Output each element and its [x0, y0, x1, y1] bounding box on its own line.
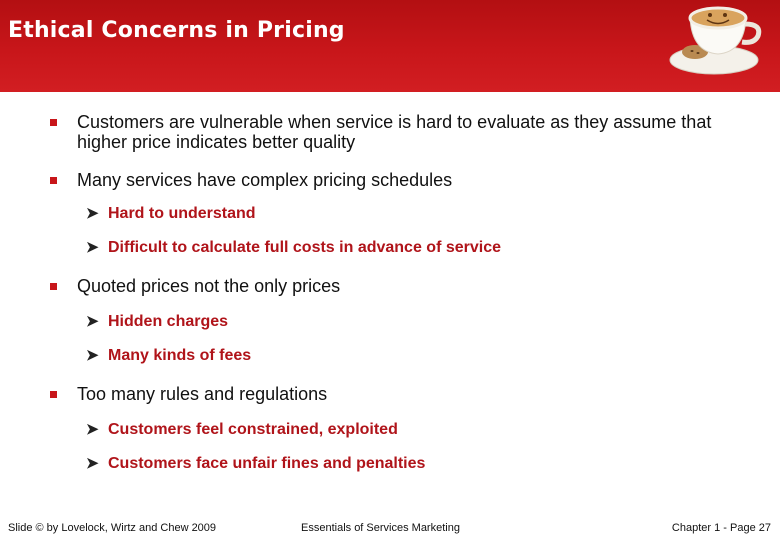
bullet-text: Quoted prices not the only prices — [77, 276, 341, 296]
bullet-item — [50, 276, 740, 296]
arrow-bullet-icon: ➤ — [86, 313, 99, 330]
bullet-item — [50, 170, 740, 190]
sub-bullet-item — [86, 347, 746, 365]
square-bullet-icon — [50, 177, 57, 184]
sub-bullet-item — [86, 421, 746, 439]
sub-bullet-text: Customers feel constrained, exploited — [108, 421, 398, 438]
sub-bullet-text: Hard to understand — [108, 205, 256, 222]
arrow-bullet-icon: ➤ — [86, 347, 99, 364]
arrow-bullet-icon: ➤ — [86, 205, 99, 222]
sub-bullet-text: Hidden charges — [108, 313, 229, 330]
arrow-bullet-icon: ➤ — [86, 239, 99, 256]
sub-bullet-text: Difficult to calculate full costs in advance of service — [108, 239, 502, 256]
footer-page-number: Chapter 1 - Page 27 — [671, 522, 771, 534]
sub-bullet-text: Customers face unfair fines and penalties — [108, 455, 426, 472]
bullet-text: Too many rules and regulations — [77, 384, 328, 404]
sub-bullet-text: Many kinds of fees — [108, 347, 252, 364]
sub-bullet-item — [86, 313, 746, 331]
square-bullet-icon — [50, 283, 57, 290]
square-bullet-icon — [50, 391, 57, 398]
sub-bullet-item — [86, 455, 746, 473]
bullet-item — [50, 384, 740, 404]
arrow-bullet-icon: ➤ — [86, 455, 99, 472]
square-bullet-icon — [50, 119, 57, 126]
footer-copyright: Slide © by Lovelock, Wirtz and Chew 2009 — [8, 522, 217, 534]
sub-bullet-item — [86, 205, 746, 223]
bullet-text: Customers are vulnerable when service is hard to evaluate as they assume that higher price indicates better quality — [77, 112, 712, 152]
sub-bullet-item — [86, 239, 746, 257]
bullet-text: Many services have complex pricing schedules — [77, 170, 453, 190]
bullet-item — [50, 112, 740, 152]
slide-title: Ethical Concerns in Pricing — [8, 18, 345, 43]
arrow-bullet-icon: ➤ — [86, 421, 99, 438]
footer-book-title: Essentials of Services Marketing — [301, 522, 460, 534]
